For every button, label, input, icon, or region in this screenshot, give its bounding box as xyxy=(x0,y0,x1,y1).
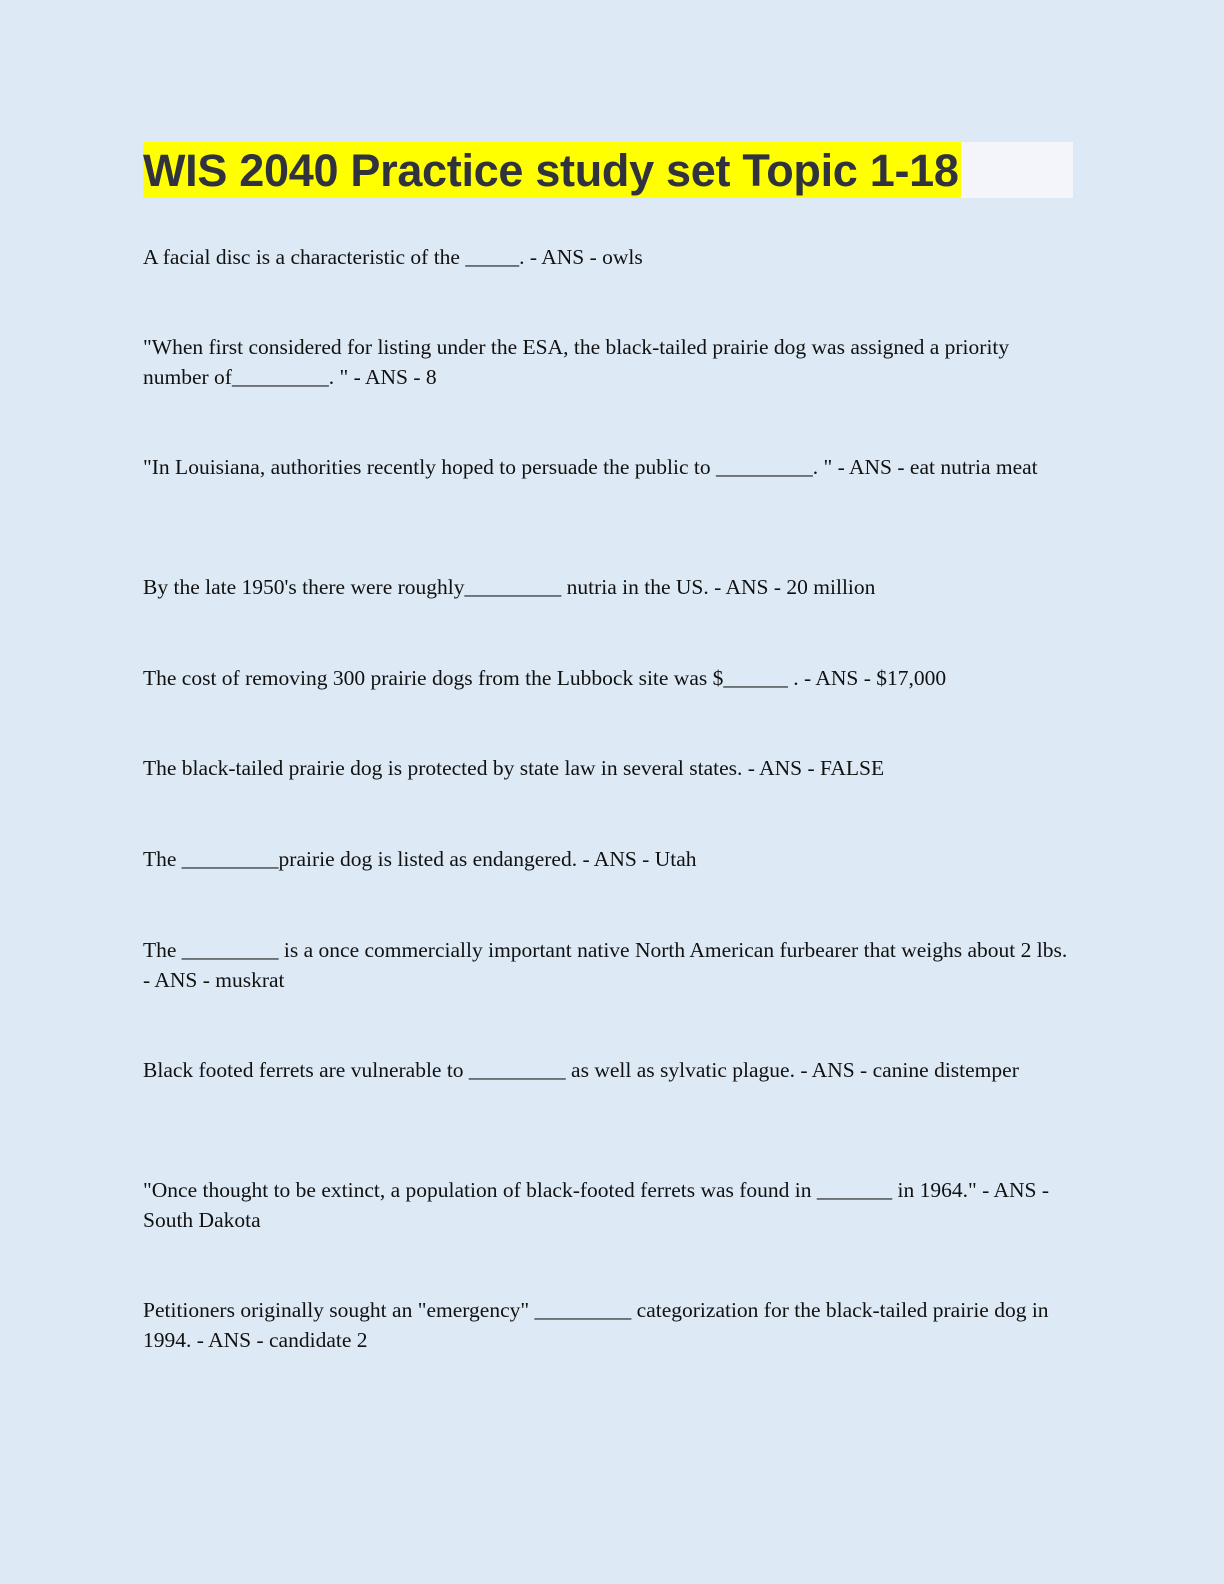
title-banner xyxy=(143,142,1073,198)
qa-item: The _________prairie dog is listed as endangered. - ANS - Utah xyxy=(143,847,697,871)
page-title: WIS 2040 Practice study set Topic 1-18 xyxy=(143,142,961,198)
qa-item: "Once thought to be extinct, a population of black-footed ferrets was found in _______ in 1964." - ANS - South Dakota xyxy=(143,1178,1050,1232)
qa-item: The black-tailed prairie dog is protected by state law in several states. - ANS - FALSE xyxy=(143,756,885,780)
qa-item: "In Louisiana, authorities recently hoped to persuade the public to _________. " - ANS - eat nutria meat xyxy=(143,455,1038,479)
qa-item: The cost of removing 300 prairie dogs from the Lubbock site was $______ . - ANS - $17,000 xyxy=(143,666,947,690)
qa-item: The _________ is a once commercially important native North American furbearer that weighs about 2 lbs. - ANS - muskrat xyxy=(143,938,1068,992)
qa-item: A facial disc is a characteristic of the _____. - ANS - owls xyxy=(143,245,643,269)
qa-item: Petitioners originally sought an "emergency" _________ categorization for the black-tailed prairie dog in 1994. - ANS - candidate 2 xyxy=(143,1298,1049,1352)
qa-item: By the late 1950's there were roughly_________ nutria in the US. - ANS - 20 million xyxy=(143,575,876,599)
qa-item: Black footed ferrets are vulnerable to _________ as well as sylvatic plague. - ANS - canine distemper xyxy=(143,1058,1019,1082)
qa-item: "When first considered for listing under the ESA, the black-tailed prairie dog was assigned a priority number of_________. " - ANS - 8 xyxy=(143,335,1010,389)
